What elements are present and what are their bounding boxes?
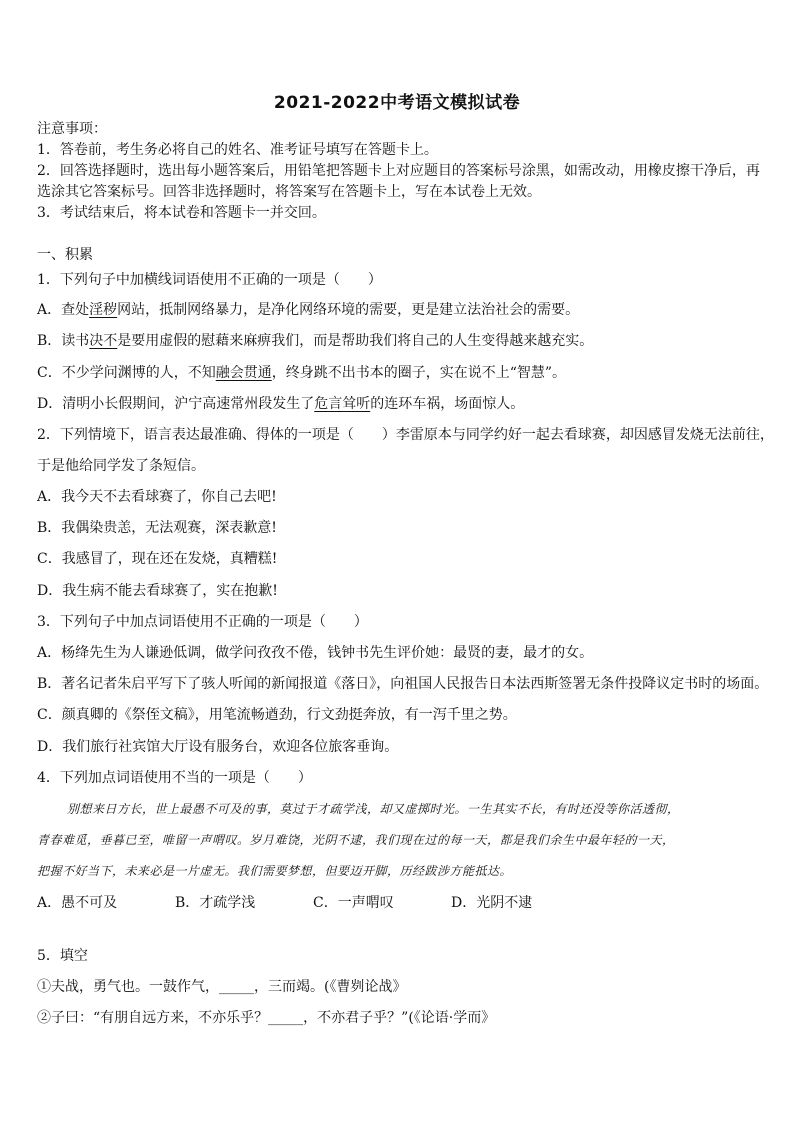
option-text: A．查处 — [37, 302, 90, 318]
passage-line-3: 把握不好当下，未来必是一片虚无。我们需要梦想，但要迈开脚，历经跋涉方能抵达。 — [37, 864, 513, 878]
question-2-option-c: C．我感冒了，现在还在发烧，真糟糕! — [37, 551, 278, 567]
question-4-option-b: B．才疏学浅 — [175, 895, 256, 911]
page-title: 2021-2022中考语文模拟试卷 — [273, 93, 521, 113]
question-1-option-b — [37, 331, 762, 351]
option-text: ，终身跳不出书本的圈子，实在说不上“智慧”。 — [271, 365, 567, 381]
question-3-stem: 3．下列句子中加点词语使用不正确的一项是（ ） — [37, 614, 368, 630]
option-text: 的连环车祸，场面惊人。 — [370, 396, 525, 412]
question-4-option-c: C．一声喟叹 — [313, 895, 394, 911]
question-2-option-a: A．我今天不去看球赛了，你自己去吧! — [37, 489, 277, 505]
notice-item-3: 3．考试结束后，将本试卷和答题卡一并交回。 — [37, 205, 326, 221]
question-3-option-a: A．杨绛先生为人谦逊低调，做学问孜孜不倦，钱钟书先生评价她：最贤的妻，最才的女。 — [37, 645, 594, 661]
question-3-option-d: D．我们旅行社宾馆大厅设有服务台，欢迎各位旅客垂询。 — [37, 739, 399, 755]
option-text: 网站，抵制网络暴力，是净化网络环境的需要，更是建立法治社会的需要。 — [117, 302, 580, 318]
underlined-term: 淫秽 — [89, 302, 118, 318]
question-5-line-1: ①夫战，勇气也。一鼓作气，_____，三而竭。(《曹刿论战》 — [37, 979, 407, 995]
underlined-term: 融会贯通 — [215, 365, 272, 381]
option-text: C．不少学问渊博的人，不知 — [37, 365, 216, 381]
section-heading: 一、积累 — [37, 247, 93, 263]
underlined-term: 决不 — [89, 333, 118, 349]
question-5-line-2: ②子曰：“有朋自远方来，不亦乐乎？_____，不亦君子乎？”(《论语·学而》 — [37, 1010, 496, 1026]
notice-item-2a: 2．回答选择题时，选出每小题答案后，用铅笔把答题卡上对应题目的答案标号涂黑，如需改动，用橡皮擦干净后，再 — [37, 163, 760, 179]
question-2-stem-line-1: 2．下列情境下，语言表达最准确、得体的一项是（ ）李雷原本与同学约好一起去看球赛，却因感冒发烧无法前往， — [37, 427, 774, 443]
question-4-option-a: A．愚不可及 — [37, 895, 118, 911]
notice-item-2b: 选涂其它答案标号。回答非选择题时，将答案写在答题卡上，写在本试卷上无效。 — [37, 184, 541, 200]
question-1-option-d — [37, 394, 762, 414]
question-5-stem: 5．填空 — [37, 948, 88, 964]
question-2-option-d: D．我生病不能去看球赛了，实在抱歉! — [37, 583, 278, 599]
question-2-option-b: B．我偶染贵恙，无法观赛，深表歉意! — [37, 520, 277, 536]
question-4-options — [37, 893, 762, 913]
question-3-option-c: C．颜真卿的《祭侄文稿》，用笔流畅遒劲，行文劲挺奔放，有一泻千里之势。 — [37, 707, 517, 723]
notice-item-1: 1．答卷前，考生务必将自己的姓名、准考证号填写在答题卡上。 — [37, 142, 438, 158]
passage-line-2: 青春难觅，垂暮已至，唯留一声喟叹。岁月难饶，光阴不逮，我们现在过的每一天，都是我们余生中最年轻的一天， — [37, 833, 675, 847]
passage-line-1: 别想来日方长，世上最愚不可及的事，莫过于才疏学浅，却又虚掷时光。一生其实不长，有时还没等你活透彻， — [67, 802, 680, 816]
question-4-option-d: D．光阴不逮 — [451, 895, 533, 911]
question-3-option-b: B．著名记者朱启平写下了骇人听闻的新闻报道《落日》，向祖国人民报告日本法西斯签署无条件投降议定书时的场面。 — [37, 676, 769, 692]
question-1-option-c — [37, 363, 762, 383]
underlined-term: 危言耸听 — [314, 396, 371, 412]
question-1-stem: 1．下列句子中加横线词语使用不正确的一项是（ ） — [37, 272, 382, 288]
option-text: D．清明小长假期间，沪宁高速常州段发生了 — [37, 396, 315, 412]
question-4-stem: 4．下列加点词语使用不当的一项是（ ） — [37, 770, 312, 786]
option-text: 是要用虚假的慰藉来麻痹我们，而是帮助我们将自己的人生变得越来越充实。 — [117, 333, 594, 349]
question-1-option-a — [37, 300, 762, 320]
option-text: B．读书 — [37, 333, 90, 349]
notice-heading: 注意事项： — [37, 121, 107, 137]
question-2-stem-line-2: 于是他给同学发了条短信。 — [37, 458, 205, 474]
